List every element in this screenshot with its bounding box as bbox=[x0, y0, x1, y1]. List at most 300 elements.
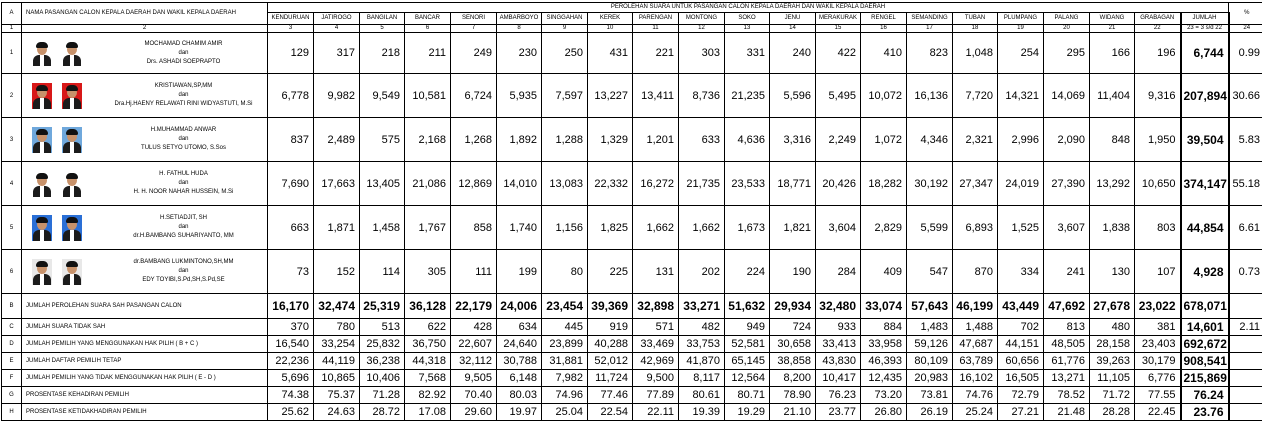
vote-cell: 6,778 bbox=[268, 74, 314, 118]
vote-cell: 152 bbox=[314, 250, 360, 294]
vote-cell: 1,662 bbox=[679, 206, 725, 250]
candidate-photo bbox=[32, 259, 52, 285]
row-label: PROSENTASE KETIDAKHADIRAN PEMILIH bbox=[22, 404, 268, 421]
column-number: 18 bbox=[953, 25, 998, 33]
summary-cell: 919 bbox=[588, 319, 633, 336]
district-header: BANCAR bbox=[405, 13, 451, 25]
summary-cell: 949 bbox=[725, 319, 770, 336]
vote-cell: 317 bbox=[314, 33, 360, 74]
candidate-row bbox=[2, 162, 1262, 206]
vote-cell: 9,316 bbox=[1135, 74, 1181, 118]
vote-cell: 823 bbox=[907, 33, 953, 74]
vote-cell: 13,292 bbox=[1090, 162, 1135, 206]
row-code: G bbox=[2, 387, 22, 404]
vote-cell: 803 bbox=[1135, 206, 1181, 250]
running-mate-name: Dra.Hj.HAENY RELAWATI RINI WIDYASTUTI, M.Si bbox=[102, 100, 265, 109]
photo-hair bbox=[66, 261, 78, 267]
candidate-row bbox=[2, 118, 1262, 162]
candidate-name: dr.BAMBANG LUKMINTONO,SH,MM bbox=[102, 258, 265, 267]
summary-cell: 1,488 bbox=[953, 319, 998, 336]
summary-cell: 77.89 bbox=[633, 387, 679, 404]
election-results-table bbox=[1, 2, 1262, 421]
vote-cell: 24,019 bbox=[998, 162, 1044, 206]
vote-cell: 1,458 bbox=[360, 206, 405, 250]
vote-cell: 1,825 bbox=[588, 206, 633, 250]
summary-cell: 13,271 bbox=[1044, 370, 1090, 387]
district-header: SEMANDING bbox=[907, 13, 953, 25]
district-header: SOKO bbox=[725, 13, 770, 25]
running-mate-name: H. H. NOOR NAHAR HUSSEIN, M.Si bbox=[102, 188, 265, 197]
vote-cell: 250 bbox=[542, 33, 588, 74]
vote-cell: 30,192 bbox=[907, 162, 953, 206]
summary-cell: 44,318 bbox=[405, 353, 451, 370]
summary-cell: 77.55 bbox=[1135, 387, 1181, 404]
summary-cell: 25.24 bbox=[953, 404, 998, 421]
candidate-number: 5 bbox=[2, 206, 22, 250]
summary-cell: 33,753 bbox=[679, 336, 725, 353]
vote-cell: 230 bbox=[497, 33, 542, 74]
summary-cell: 74.96 bbox=[542, 387, 588, 404]
column-number: 9 bbox=[542, 25, 588, 33]
vote-cell: 1,662 bbox=[633, 206, 679, 250]
summary-cell: 780 bbox=[314, 319, 360, 336]
vote-cell: 3,607 bbox=[1044, 206, 1090, 250]
candidate-names bbox=[102, 82, 265, 109]
running-mate-photo bbox=[62, 259, 82, 285]
summary-total: 215,869 bbox=[1181, 370, 1229, 387]
summary-cell: 24,006 bbox=[497, 294, 542, 319]
summary-cell: 52,012 bbox=[588, 353, 633, 370]
summary-total: 76.24 bbox=[1181, 387, 1229, 404]
summary-cell: 10,417 bbox=[816, 370, 861, 387]
summary-cell: 38,858 bbox=[770, 353, 816, 370]
vote-cell: 6,893 bbox=[953, 206, 998, 250]
column-number: 11 bbox=[633, 25, 679, 33]
summary-row bbox=[2, 353, 1262, 370]
percent-cell: 30.66 bbox=[1229, 74, 1262, 118]
percent-cell: 0.73 bbox=[1229, 250, 1262, 294]
summary-cell: 1,483 bbox=[907, 319, 953, 336]
summary-cell: 30,658 bbox=[770, 336, 816, 353]
photo-hair bbox=[66, 173, 78, 179]
candidate-dan: dan bbox=[102, 135, 265, 144]
summary-total: 23.76 bbox=[1181, 404, 1229, 421]
row-label: JUMLAH DAFTAR PEMILIH TETAP bbox=[22, 353, 268, 370]
summary-cell: 28.28 bbox=[1090, 404, 1135, 421]
vote-cell: 249 bbox=[451, 33, 497, 74]
vote-cell: 16,272 bbox=[633, 162, 679, 206]
candidate-name: KRISTIAWAN,SP,MM bbox=[102, 82, 265, 91]
total-cell: 374,147 bbox=[1181, 162, 1229, 206]
summary-cell: 22.11 bbox=[633, 404, 679, 421]
running-mate-name: TULUS SETYO UTOMO, S.Sos bbox=[102, 144, 265, 153]
total-cell: 39,504 bbox=[1181, 118, 1229, 162]
district-header: PLUMPANG bbox=[998, 13, 1044, 25]
summary-cell: 74.76 bbox=[953, 387, 998, 404]
summary-cell: 16,170 bbox=[268, 294, 314, 319]
row-code: H bbox=[2, 404, 22, 421]
summary-cell: 33,413 bbox=[816, 336, 861, 353]
running-mate-name: Drs. ASHADI SOEPRAPTO bbox=[102, 58, 265, 67]
vote-cell: 3,604 bbox=[816, 206, 861, 250]
summary-cell: 17.08 bbox=[405, 404, 451, 421]
vote-cell: 107 bbox=[1135, 250, 1181, 294]
vote-cell: 10,072 bbox=[861, 74, 907, 118]
photo-shirt bbox=[40, 55, 44, 66]
summary-cell: 26.19 bbox=[907, 404, 953, 421]
summary-cell: 19.39 bbox=[679, 404, 725, 421]
photo-shirt bbox=[40, 274, 44, 285]
summary-cell: 29.60 bbox=[451, 404, 497, 421]
summary-cell: 73.20 bbox=[861, 387, 907, 404]
column-number: 4 bbox=[314, 25, 360, 33]
summary-cell: 428 bbox=[451, 319, 497, 336]
photo-shirt bbox=[40, 98, 44, 109]
vote-cell: 1,201 bbox=[633, 118, 679, 162]
summary-cell: 75.37 bbox=[314, 387, 360, 404]
summary-cell: 8,200 bbox=[770, 370, 816, 387]
column-number: 16 bbox=[861, 25, 907, 33]
candidate-dan: dan bbox=[102, 91, 265, 100]
percent-cell: 6.61 bbox=[1229, 206, 1262, 250]
photo-shirt bbox=[70, 98, 74, 109]
vote-cell: 16,136 bbox=[907, 74, 953, 118]
vote-cell: 12,869 bbox=[451, 162, 497, 206]
vote-cell: 663 bbox=[268, 206, 314, 250]
candidate-photos bbox=[24, 127, 102, 153]
summary-cell: 23.77 bbox=[816, 404, 861, 421]
vote-cell: 23,533 bbox=[725, 162, 770, 206]
summary-cell: 78.52 bbox=[1044, 387, 1090, 404]
vote-cell: 218 bbox=[360, 33, 405, 74]
vote-cell: 73 bbox=[268, 250, 314, 294]
candidate-names bbox=[102, 214, 265, 241]
summary-cell: 73.81 bbox=[907, 387, 953, 404]
summary-cell: 25.62 bbox=[268, 404, 314, 421]
summary-row bbox=[2, 336, 1262, 353]
header-nama: NAMA PASANGAN CALON KEPALA DAERAH DAN WAKIL KEPALA DAERAH bbox=[22, 3, 268, 25]
summary-cell: 80,109 bbox=[907, 353, 953, 370]
summary-cell: 23,022 bbox=[1135, 294, 1181, 319]
vote-cell: 10,581 bbox=[405, 74, 451, 118]
vote-cell: 9,982 bbox=[314, 74, 360, 118]
vote-cell: 2,829 bbox=[861, 206, 907, 250]
vote-cell: 2,489 bbox=[314, 118, 360, 162]
vote-cell: 166 bbox=[1090, 33, 1135, 74]
vote-cell: 8,736 bbox=[679, 74, 725, 118]
vote-cell: 848 bbox=[1090, 118, 1135, 162]
column-number: 17 bbox=[907, 25, 953, 33]
vote-cell: 1,767 bbox=[405, 206, 451, 250]
vote-cell: 240 bbox=[770, 33, 816, 74]
summary-cell: 51,632 bbox=[725, 294, 770, 319]
summary-cell: 60,656 bbox=[998, 353, 1044, 370]
candidate-names bbox=[102, 258, 265, 285]
vote-cell: 190 bbox=[770, 250, 816, 294]
summary-cell: 32,474 bbox=[314, 294, 360, 319]
summary-cell: 884 bbox=[861, 319, 907, 336]
vote-cell: 303 bbox=[679, 33, 725, 74]
vote-cell: 21,735 bbox=[679, 162, 725, 206]
total-cell: 6,744 bbox=[1181, 33, 1229, 74]
summary-cell: 6,776 bbox=[1135, 370, 1181, 387]
column-number: 7 bbox=[451, 25, 497, 33]
column-number: 20 bbox=[1044, 25, 1090, 33]
summary-cell: 702 bbox=[998, 319, 1044, 336]
vote-cell: 2,168 bbox=[405, 118, 451, 162]
vote-cell: 211 bbox=[405, 33, 451, 74]
vote-cell: 1,048 bbox=[953, 33, 998, 74]
column-number: 12 bbox=[679, 25, 725, 33]
summary-cell: 57,643 bbox=[907, 294, 953, 319]
vote-cell: 14,010 bbox=[497, 162, 542, 206]
summary-total: 678,071 bbox=[1181, 294, 1229, 319]
vote-cell: 7,690 bbox=[268, 162, 314, 206]
vote-cell: 1,156 bbox=[542, 206, 588, 250]
photo-hair bbox=[36, 42, 48, 48]
vote-cell: 1,950 bbox=[1135, 118, 1181, 162]
photo-hair bbox=[36, 261, 48, 267]
summary-cell: 25,832 bbox=[360, 336, 405, 353]
vote-cell: 1,329 bbox=[588, 118, 633, 162]
summary-cell: 48,505 bbox=[1044, 336, 1090, 353]
summary-cell: 7,982 bbox=[542, 370, 588, 387]
summary-percent bbox=[1229, 370, 1262, 387]
column-number: 10 bbox=[588, 25, 633, 33]
vote-cell: 1,673 bbox=[725, 206, 770, 250]
summary-cell: 71.72 bbox=[1090, 387, 1135, 404]
summary-cell: 21.48 bbox=[1044, 404, 1090, 421]
summary-cell: 10,406 bbox=[360, 370, 405, 387]
total-cell: 4,928 bbox=[1181, 250, 1229, 294]
photo-hair bbox=[66, 85, 78, 91]
photo-shirt bbox=[70, 274, 74, 285]
summary-cell: 59,126 bbox=[907, 336, 953, 353]
header-pct: % bbox=[1229, 3, 1262, 25]
candidate-cell bbox=[22, 162, 268, 206]
vote-cell: 1,268 bbox=[451, 118, 497, 162]
vote-cell: 17,663 bbox=[314, 162, 360, 206]
vote-cell: 2,996 bbox=[998, 118, 1044, 162]
vote-cell: 331 bbox=[725, 33, 770, 74]
column-number: 23 = 3 s/d 22 bbox=[1181, 25, 1229, 33]
photo-hair bbox=[36, 129, 48, 135]
running-mate-photo bbox=[62, 83, 82, 109]
vote-cell: 1,838 bbox=[1090, 206, 1135, 250]
row-code: B bbox=[2, 294, 22, 319]
vote-cell: 2,321 bbox=[953, 118, 998, 162]
photo-shirt bbox=[40, 186, 44, 197]
summary-cell: 33,074 bbox=[861, 294, 907, 319]
summary-cell: 12,435 bbox=[861, 370, 907, 387]
candidate-cell bbox=[22, 206, 268, 250]
vote-cell: 1,821 bbox=[770, 206, 816, 250]
candidate-name: H.MUHAMMAD ANWAR bbox=[102, 126, 265, 135]
candidate-row bbox=[2, 206, 1262, 250]
summary-cell: 70.40 bbox=[451, 387, 497, 404]
table-header bbox=[2, 3, 1262, 33]
vote-cell: 21,086 bbox=[405, 162, 451, 206]
summary-cell: 23,403 bbox=[1135, 336, 1181, 353]
summary-cell: 63,789 bbox=[953, 353, 998, 370]
vote-cell: 547 bbox=[907, 250, 953, 294]
summary-cell: 27.21 bbox=[998, 404, 1044, 421]
candidate-photo bbox=[32, 171, 52, 197]
district-header: MONTONG bbox=[679, 13, 725, 25]
district-header: RENGEL bbox=[861, 13, 907, 25]
candidate-dan: dan bbox=[102, 267, 265, 276]
candidate-photo bbox=[32, 215, 52, 241]
candidate-name: H. FATHUL HUDA bbox=[102, 170, 265, 179]
summary-cell: 80.61 bbox=[679, 387, 725, 404]
column-number: 13 bbox=[725, 25, 770, 33]
vote-cell: 21,235 bbox=[725, 74, 770, 118]
column-number: 6 bbox=[405, 25, 451, 33]
summary-cell: 43,449 bbox=[998, 294, 1044, 319]
candidate-name: H.SETIADJIT, SH bbox=[102, 214, 265, 223]
summary-percent bbox=[1229, 353, 1262, 370]
summary-cell: 44,151 bbox=[998, 336, 1044, 353]
candidate-photos bbox=[24, 40, 102, 66]
summary-cell: 82.92 bbox=[405, 387, 451, 404]
summary-percent bbox=[1229, 294, 1262, 319]
summary-percent bbox=[1229, 387, 1262, 404]
photo-hair bbox=[66, 42, 78, 48]
vote-cell: 202 bbox=[679, 250, 725, 294]
district-header: TUBAN bbox=[953, 13, 998, 25]
candidate-photo bbox=[32, 40, 52, 66]
summary-cell: 44,119 bbox=[314, 353, 360, 370]
candidate-number: 6 bbox=[2, 250, 22, 294]
summary-cell: 724 bbox=[770, 319, 816, 336]
summary-cell: 16,540 bbox=[268, 336, 314, 353]
summary-cell: 47,687 bbox=[953, 336, 998, 353]
summary-cell: 9,505 bbox=[451, 370, 497, 387]
summary-cell: 29,934 bbox=[770, 294, 816, 319]
district-header: WIDANG bbox=[1090, 13, 1135, 25]
summary-cell: 47,692 bbox=[1044, 294, 1090, 319]
colnum-1: 1 bbox=[2, 25, 22, 33]
vote-cell: 221 bbox=[633, 33, 679, 74]
summary-cell: 24,640 bbox=[497, 336, 542, 353]
summary-cell: 36,238 bbox=[360, 353, 405, 370]
table-body bbox=[2, 33, 1262, 421]
column-number: 8 bbox=[497, 25, 542, 33]
summary-cell: 30,179 bbox=[1135, 353, 1181, 370]
row-label: PROSENTASE KEHADIRAN PEMILIH bbox=[22, 387, 268, 404]
district-header: SENORI bbox=[451, 13, 497, 25]
summary-cell: 30,788 bbox=[497, 353, 542, 370]
district-header: GRABAGAN bbox=[1135, 13, 1181, 25]
summary-cell: 9,500 bbox=[633, 370, 679, 387]
summary-cell: 634 bbox=[497, 319, 542, 336]
summary-cell: 19.97 bbox=[497, 404, 542, 421]
vote-cell: 13,411 bbox=[633, 74, 679, 118]
vote-cell: 5,935 bbox=[497, 74, 542, 118]
summary-cell: 10,865 bbox=[314, 370, 360, 387]
candidate-number: 2 bbox=[2, 74, 22, 118]
summary-cell: 445 bbox=[542, 319, 588, 336]
vote-cell: 114 bbox=[360, 250, 405, 294]
summary-cell: 43,830 bbox=[816, 353, 861, 370]
vote-cell: 224 bbox=[725, 250, 770, 294]
summary-cell: 46,199 bbox=[953, 294, 998, 319]
colnum-2: 2 bbox=[22, 25, 268, 33]
total-cell: 207,894 bbox=[1181, 74, 1229, 118]
summary-cell: 32,480 bbox=[816, 294, 861, 319]
vote-cell: 3,316 bbox=[770, 118, 816, 162]
vote-cell: 422 bbox=[816, 33, 861, 74]
vote-cell: 295 bbox=[1044, 33, 1090, 74]
summary-cell: 31,881 bbox=[542, 353, 588, 370]
vote-cell: 1,525 bbox=[998, 206, 1044, 250]
vote-cell: 1,871 bbox=[314, 206, 360, 250]
vote-cell: 6,724 bbox=[451, 74, 497, 118]
summary-cell: 26.80 bbox=[861, 404, 907, 421]
summary-row bbox=[2, 319, 1262, 336]
summary-cell: 22.54 bbox=[588, 404, 633, 421]
vote-cell: 27,347 bbox=[953, 162, 998, 206]
running-mate-photo bbox=[62, 40, 82, 66]
summary-cell: 381 bbox=[1135, 319, 1181, 336]
district-header: JATIROGO bbox=[314, 13, 360, 25]
summary-cell: 28,158 bbox=[1090, 336, 1135, 353]
vote-cell: 5,599 bbox=[907, 206, 953, 250]
vote-cell: 305 bbox=[405, 250, 451, 294]
photo-hair bbox=[36, 85, 48, 91]
candidate-names bbox=[102, 40, 265, 67]
photo-shirt bbox=[70, 55, 74, 66]
summary-cell: 12,564 bbox=[725, 370, 770, 387]
summary-row bbox=[2, 294, 1262, 319]
summary-cell: 22.45 bbox=[1135, 404, 1181, 421]
summary-cell: 23,454 bbox=[542, 294, 588, 319]
vote-cell: 2,249 bbox=[816, 118, 861, 162]
vote-cell: 27,390 bbox=[1044, 162, 1090, 206]
vote-cell: 22,332 bbox=[588, 162, 633, 206]
summary-cell: 24.63 bbox=[314, 404, 360, 421]
running-mate-photo bbox=[62, 171, 82, 197]
vote-cell: 10,650 bbox=[1135, 162, 1181, 206]
vote-cell: 284 bbox=[816, 250, 861, 294]
photo-shirt bbox=[40, 230, 44, 241]
summary-cell: 42,969 bbox=[633, 353, 679, 370]
row-code: D bbox=[2, 336, 22, 353]
candidate-name: MOCHAMAD CHAMIM AMIR bbox=[102, 40, 265, 49]
summary-cell: 6,148 bbox=[497, 370, 542, 387]
summary-cell: 71.28 bbox=[360, 387, 405, 404]
column-number: 15 bbox=[816, 25, 861, 33]
summary-cell: 21.10 bbox=[770, 404, 816, 421]
photo-hair bbox=[36, 217, 48, 223]
total-cell: 44,854 bbox=[1181, 206, 1229, 250]
vote-cell: 14,069 bbox=[1044, 74, 1090, 118]
vote-cell: 196 bbox=[1135, 33, 1181, 74]
row-label: JUMLAH SUARA TIDAK SAH bbox=[22, 319, 268, 336]
candidate-photos bbox=[24, 259, 102, 285]
vote-cell: 18,282 bbox=[861, 162, 907, 206]
summary-row bbox=[2, 387, 1262, 404]
summary-cell: 41,870 bbox=[679, 353, 725, 370]
percent-cell: 0.99 bbox=[1229, 33, 1262, 74]
district-header: PALANG bbox=[1044, 13, 1090, 25]
summary-cell: 16,505 bbox=[998, 370, 1044, 387]
summary-cell: 16,102 bbox=[953, 370, 998, 387]
summary-cell: 25,319 bbox=[360, 294, 405, 319]
summary-row bbox=[2, 370, 1262, 387]
photo-hair bbox=[36, 173, 48, 179]
vote-cell: 254 bbox=[998, 33, 1044, 74]
